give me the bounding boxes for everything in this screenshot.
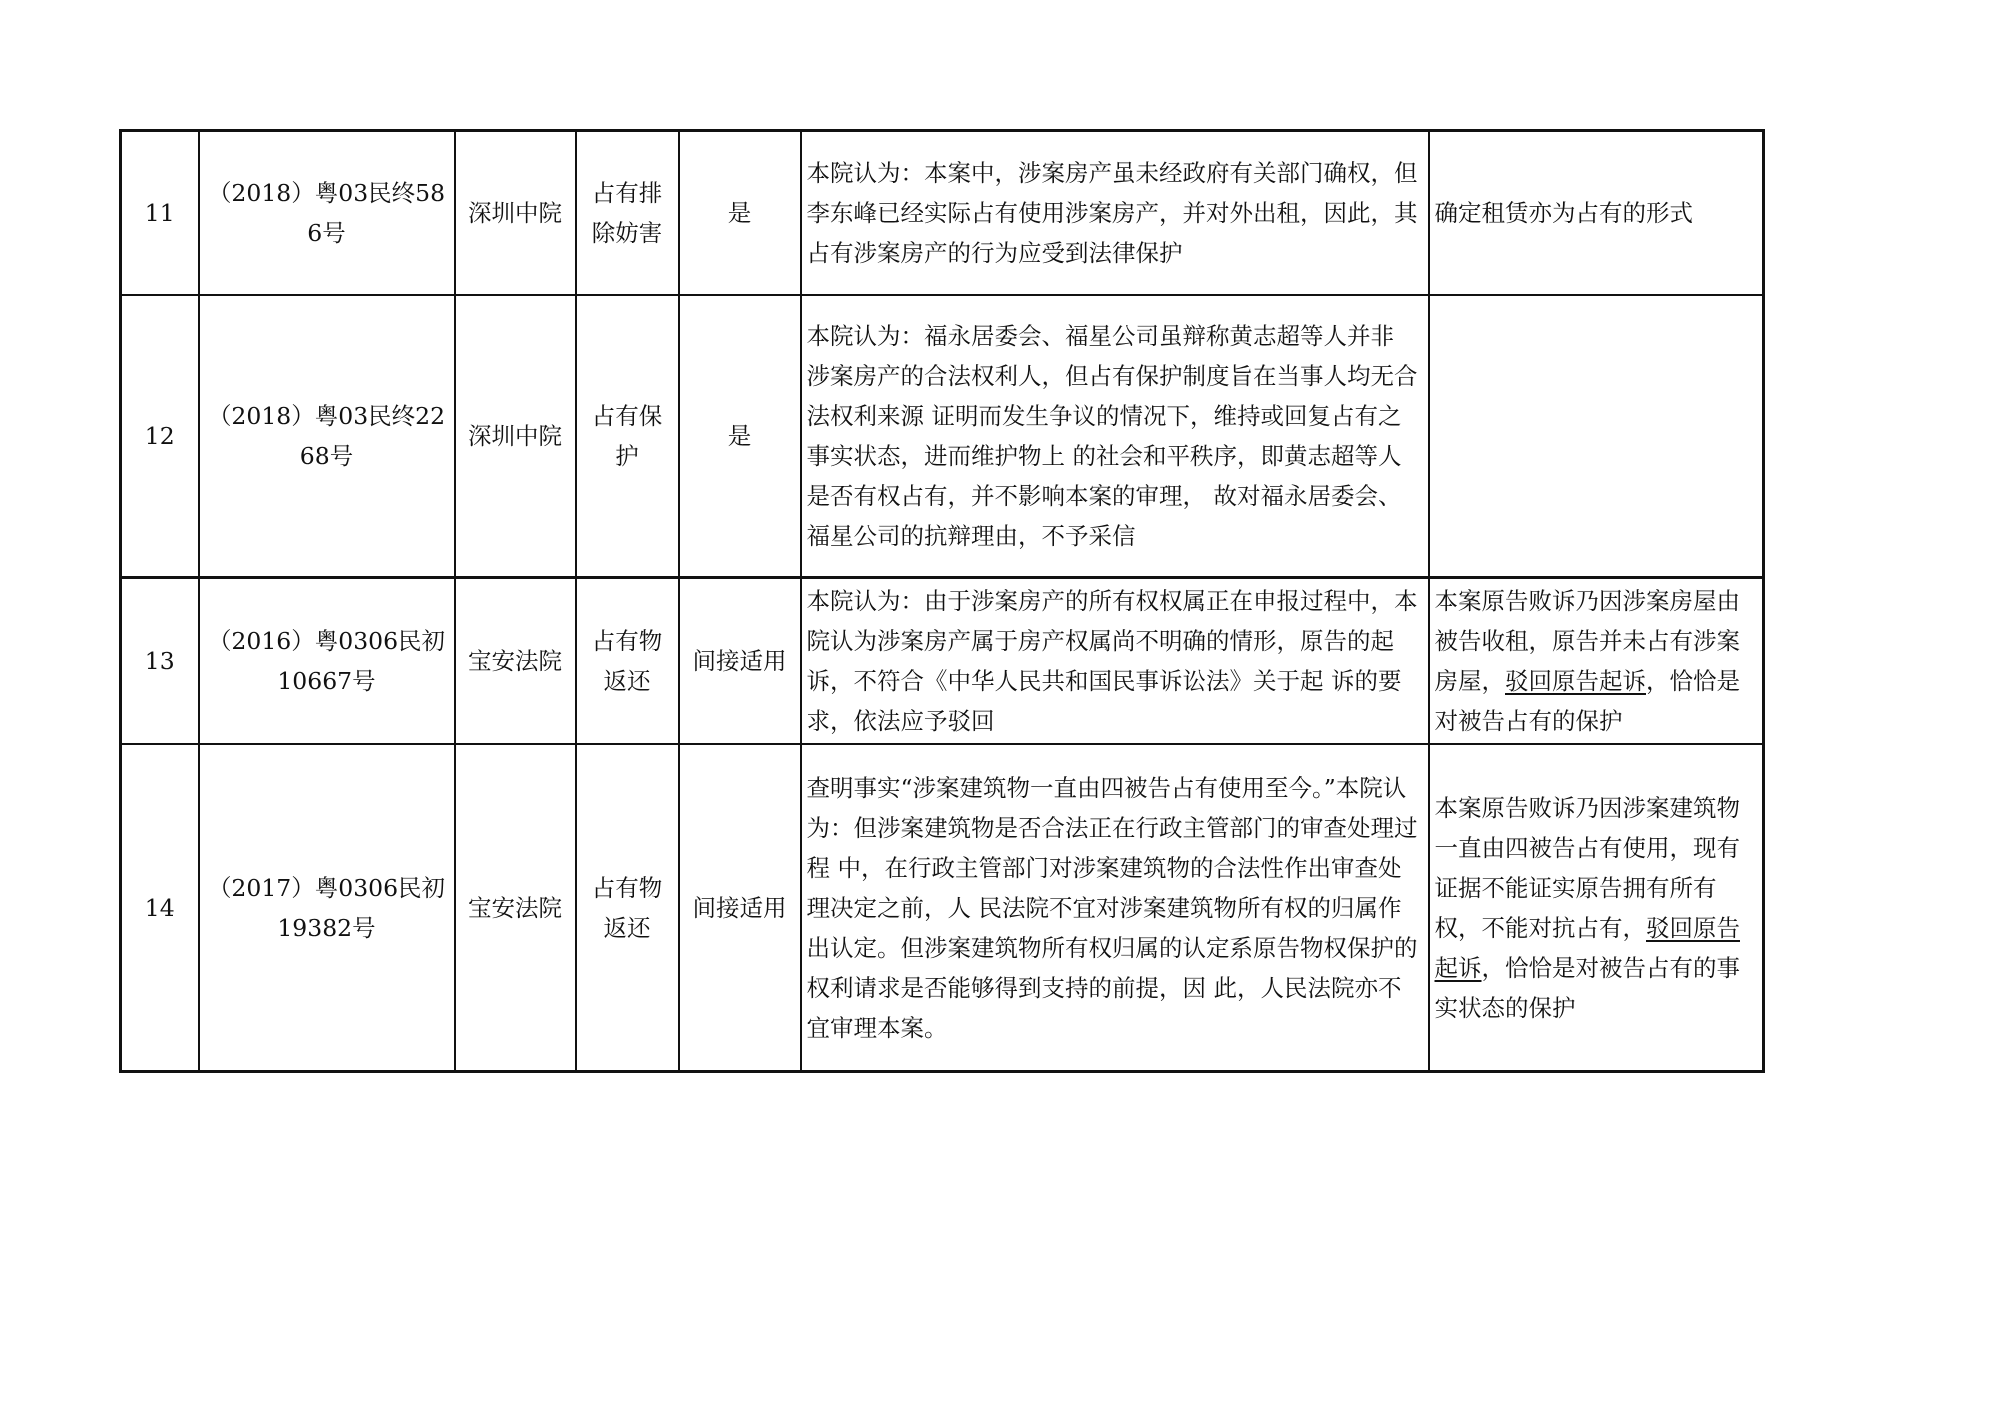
case-id-cell: （2018）粤03民终586号	[199, 131, 455, 296]
court-reasoning-cell: 查明事实“涉案建筑物一直由四被告占有使用至今。”本院认为：但涉案建筑物是否合法正在行政主管部门的审查处理过程 中，在行政主管部门对涉案建筑物的合法性作出审查处理决定之前，人 民法院不宜对涉案建筑物所有权的归属作出认定。但涉案建筑物所有权归属的认定系原告物权保护的权利请求是否能够得到支持的前提，因 此，人民法院亦不宜审理本案。	[801, 744, 1429, 1072]
table-row	[121, 744, 1764, 1072]
case-table	[119, 129, 1765, 1073]
table-row	[121, 295, 1764, 578]
dismissal-phrase: 驳回原告起诉	[1505, 667, 1646, 695]
court-reasoning-cell: 本院认为：本案中，涉案房产虽未经政府有关部门确权，但李东峰已经实际占有使用涉案房产，并对外出租，因此，其占有涉案房产的行为应受到法律保护	[801, 131, 1429, 296]
note-cell	[1429, 744, 1764, 1072]
note-cell	[1429, 295, 1764, 578]
case-number-cell: 14	[121, 744, 199, 1072]
note-cell: 确定租赁亦为占有的形式	[1429, 131, 1764, 296]
table-row	[121, 131, 1764, 296]
case-id-cell: （2018）粤03民终2268号	[199, 295, 455, 578]
case-id-cell: （2017）粤0306民初19382号	[199, 744, 455, 1072]
application-cell: 是	[679, 131, 801, 296]
note-text: 本案原告败诉乃因涉案建筑物一直由四被告占有使用，现有证据不能证实原告拥有所有权，不能对抗占有，	[1434, 793, 1740, 942]
note-cell	[1429, 578, 1764, 745]
claim-type-cell: 占有物返还	[576, 744, 679, 1072]
court-cell: 深圳中院	[455, 131, 576, 296]
case-number-cell: 11	[121, 131, 199, 296]
note-text: 本案原告败诉乃因涉案房屋由被告收租，原告并未占有涉案房屋，	[1434, 587, 1740, 695]
court-reasoning-cell: 本院认为：由于涉案房产的所有权权属正在申报过程中，本院认为涉案房产属于房产权属尚不明确的情形，原告的起诉，不符合《中华人民共和国民事诉讼法》关于起 诉的要求，依法应予驳回	[801, 578, 1429, 745]
note-text: ，恰恰是对被告占有的事实状态的保护	[1434, 953, 1740, 1022]
table-row	[121, 578, 1764, 745]
claim-type-cell: 占有物返还	[576, 578, 679, 745]
application-cell: 是	[679, 295, 801, 578]
note-text: ，恰恰是对被告占有的保护	[1434, 667, 1740, 735]
court-reasoning-cell: 本院认为：福永居委会、福星公司虽辩称黄志超等人并非 涉案房产的合法权利人，但占有保护制度旨在当事人均无合法权利来源 证明而发生争议的情况下，维持或回复占有之事实状态，进而维护物上 的社会和平秩序，即黄志超等人是否有权占有，并不影响本案的审理， 故对福永居委会、福星公司的抗辩理由，不予采信	[801, 295, 1429, 578]
claim-type-cell: 占有保护	[576, 295, 679, 578]
application-cell: 间接适用	[679, 578, 801, 745]
case-number-cell: 12	[121, 295, 199, 578]
court-cell: 宝安法院	[455, 578, 576, 745]
court-cell: 深圳中院	[455, 295, 576, 578]
dismissal-phrase: 驳回原告起诉	[1434, 913, 1740, 982]
case-number-cell: 13	[121, 578, 199, 745]
claim-type-cell: 占有排除妨害	[576, 131, 679, 296]
case-id-cell: （2016）粤0306民初10667号	[199, 578, 455, 745]
court-cell: 宝安法院	[455, 744, 576, 1072]
application-cell: 间接适用	[679, 744, 801, 1072]
